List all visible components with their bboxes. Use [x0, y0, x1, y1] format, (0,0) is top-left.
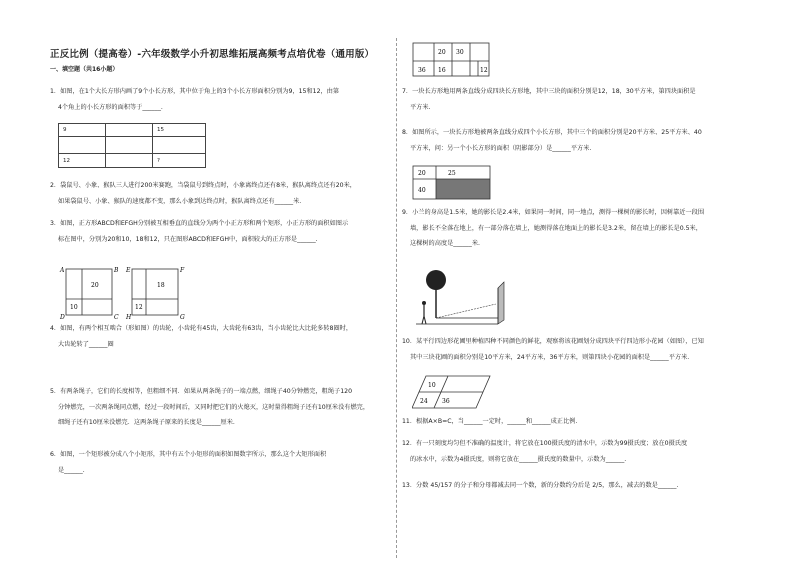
page-title: 正反比例（提高卷）-六年级数学小升初思维拓展高频考点培优卷（通用版）	[50, 49, 375, 60]
svg-text:10: 10	[70, 304, 78, 311]
question-10: 10．某平行四边形花圃里种植四种不同颜色的鲜花，观察将该花圃划分成四块平行四边形小花园（如图），已知 其中三块花圃的面积分别是10平方米，24平方米，36平方米，则第四块小花园的面积是______平方米.	[402, 338, 704, 361]
svg-text:H: H	[126, 314, 132, 320]
question-11: 11．根据A×B=C，当______一定时，______和______成正比例.	[402, 418, 578, 425]
svg-text:20: 20	[91, 282, 99, 289]
figure-6-rectangle	[412, 42, 492, 78]
question-7: 7．一块长方形地用两条直线分成四块长方形地，其中三块的面积分别是12，18，30平方米，第四块面积是 平方米.	[402, 88, 696, 111]
svg-text:D: D	[60, 314, 65, 320]
column-divider	[396, 38, 397, 558]
svg-text:F: F	[180, 267, 185, 274]
svg-text:30: 30	[456, 49, 464, 56]
svg-text:16: 16	[438, 67, 446, 74]
svg-text:40: 40	[418, 187, 426, 194]
question-6: 6．如图，一个矩形被分成八个小矩形，其中有五个小矩形的面积如图数字所示，那么这个大矩形面积 是______.	[50, 451, 327, 474]
svg-text:24: 24	[420, 398, 428, 405]
question-3: 3．如图，正方形ABCD和EFGH分别被互相垂直的直线分为两个小正方形和两个矩形，小正方形的面积如图示 标在图中，分别为20和10，18和12，只在图形ABCD和EFGH中，面积较大的正方形是______.	[50, 220, 349, 243]
figure-1-grid: 9 15 12 ?	[58, 123, 206, 168]
svg-text:36: 36	[442, 398, 450, 405]
svg-text:20: 20	[418, 170, 426, 177]
question-12: 12．有一只刻度均匀但不准确的温度计，将它放在100摄氏度的清水中，示数为99摄氏度；放在0摄氏度 的冰水中，示数为4摄氏度，则将它放在______摄氏度的数量中，示数为______.	[402, 440, 688, 463]
figure-8-rectangle	[412, 165, 492, 201]
svg-text:G: G	[180, 314, 185, 320]
svg-text:C: C	[114, 314, 119, 320]
question-2: 2．袋鼠号、小象、猴队三人进行200米赛跑，当袋鼠号到终点时，小象离终点还有8米，猴队离终点还有20米， 如果袋鼠号、小象、猴队的速度都不变，那么小象到达终点时，猴队离终点还有______米.	[50, 182, 356, 205]
figure-9-tree-shadow	[416, 268, 516, 328]
svg-text:25: 25	[448, 170, 456, 177]
svg-text:18: 18	[157, 282, 165, 289]
question-13: 13．分数 45/157 的分子和分母都减去同一个数，新的分数约分后是 2/5，那么，减去的数是______.	[402, 482, 679, 489]
question-9: 9．小兰的身高是1.5米，她的影长是2.4米，如果同一时间，同一地点，测得一棵树的影长时，因树靠近一段围 墙，影长不全落在地上，有一部分落在墙上，她测得落在地面上的影长是3.2米，留在墙上的影长是0.5米， 这棵树的高度是______米.	[402, 209, 705, 247]
question-1: 1．如图，在1个大长方形内画了9个小长方形，其中位于角上的3个小长方形面积分别为9，15和12，由第 4个角上的小长方形的面积等于______.	[50, 88, 340, 111]
svg-text:12: 12	[135, 304, 143, 311]
question-5: 5．有两条绳子，它们的长度相等，但粗细不同．如果从两条绳子的一端点燃，细绳子40分钟燃完，粗绳子120 分钟燃完，一次两条绳同点燃，经过一段时间后，又同时把它们的火熄灭，这时量得粗绳子还有10厘米没有燃完， 细绳子还有10厘米没燃完．这两条绳子原来的长度是______厘米.	[50, 388, 370, 426]
svg-text:A: A	[60, 267, 65, 274]
svg-text:E: E	[126, 267, 131, 274]
svg-text:36: 36	[418, 67, 426, 74]
svg-text:12: 12	[480, 67, 488, 74]
question-4: 4．如图，有两个相互啮合（形如图）的齿轮，小齿轮有45齿，大齿轮有63齿，当小齿轮比大比轮多转8圈时， 大齿轮转了______圈	[50, 325, 353, 348]
svg-text:20: 20	[438, 49, 446, 56]
question-8: 8．如图所示，一块长方形地被两条直线分成四个小长方形，其中三个的面积分别是20平方米、25平方米、40 平方米，问：另一个小长方形的面积（阴影部分）是______平方米.	[402, 129, 702, 152]
svg-text:B: B	[114, 267, 119, 274]
figure-3-squares	[58, 264, 188, 320]
section-heading: 一、填空题（共16小题）	[50, 66, 119, 73]
svg-text:10: 10	[428, 382, 436, 389]
figure-10-parallelogram	[412, 374, 492, 412]
